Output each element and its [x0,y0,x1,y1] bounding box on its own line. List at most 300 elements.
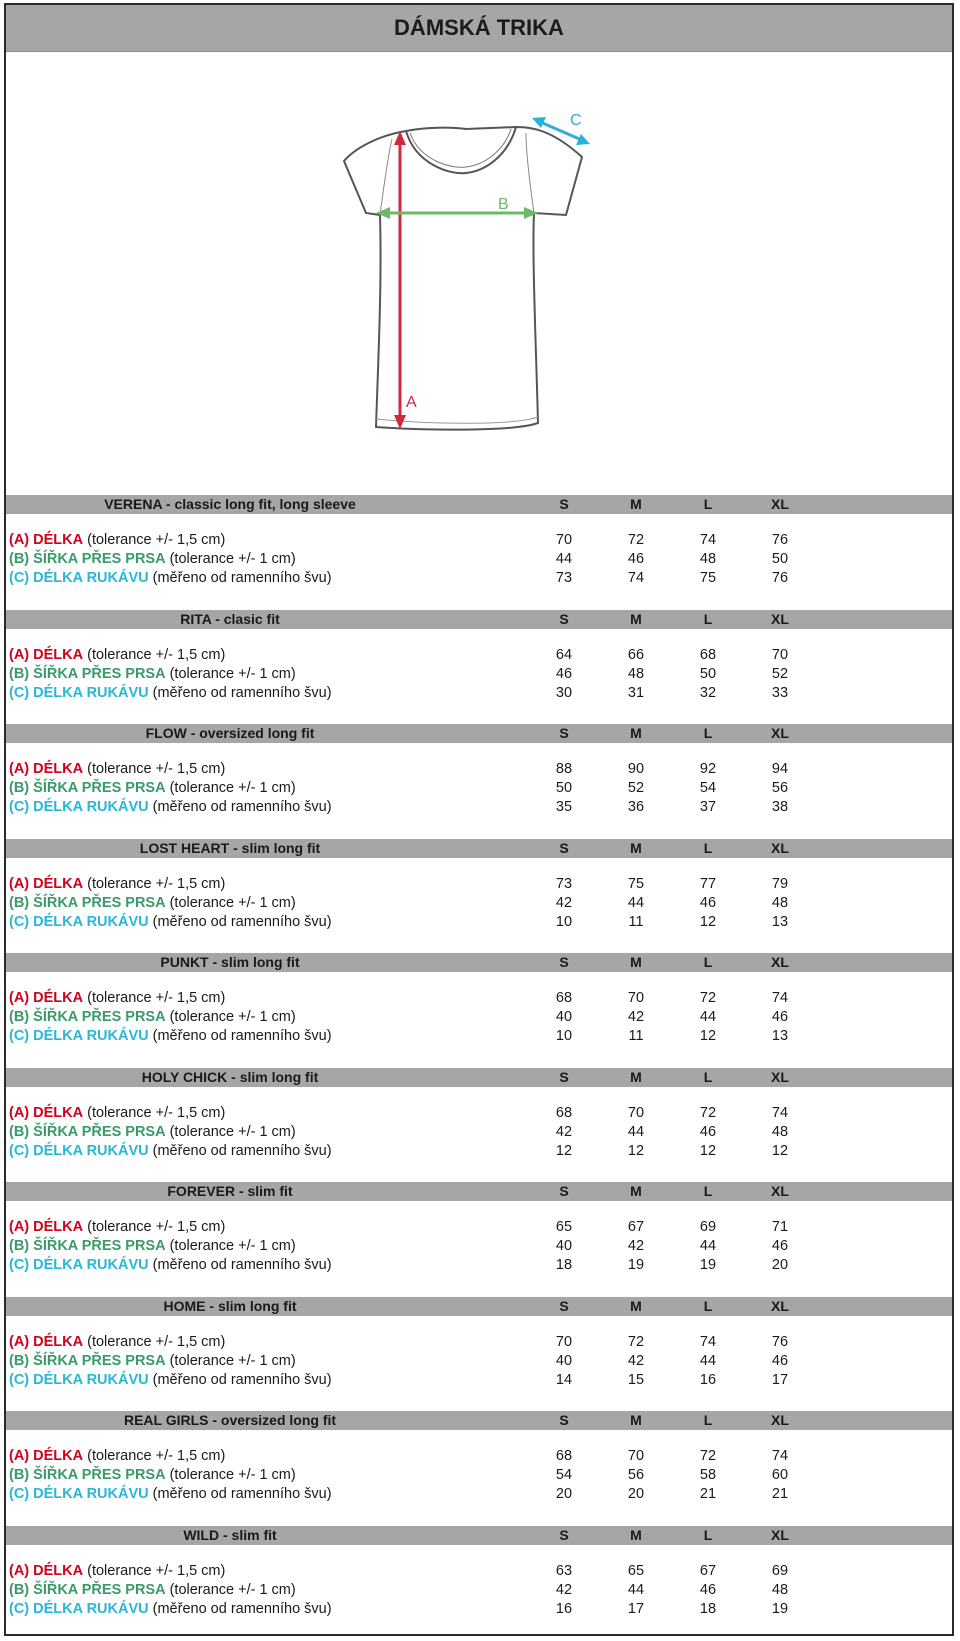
measure-value: 68 [555,1104,573,1121]
measure-value: 20 [771,1257,789,1273]
size-header-1: M [630,496,642,512]
measure-code: (A) DÉLKA [9,875,84,892]
measure-code: (A) DÉLKA [9,1104,84,1121]
measure-label [9,1352,296,1371]
size-header-0: S [559,954,569,970]
measure-value: 42 [555,1123,573,1140]
size-header-2: L [703,1526,713,1543]
model-name: FOREVER - slim fit [167,1183,293,1199]
size-header-1: M [630,1068,642,1085]
measure-label [9,684,332,703]
size-table-block [6,1526,952,1641]
measure-code: (B) ŠÍŘKA PŘES PRSA [9,780,166,796]
measure-value: 36 [627,799,645,815]
measure-row-b [6,779,952,798]
measure-value: 38 [771,799,789,815]
measure-label [9,1237,296,1256]
left-sleeve-seam [380,139,392,215]
measure-value: 60 [771,1467,789,1483]
measure-note: (tolerance +/- 1,5 cm) [83,532,226,548]
size-table-block [6,610,952,725]
measure-note: (tolerance +/- 1,5 cm) [83,1219,226,1235]
measure-a-label: A [406,394,417,411]
size-header-1: M [630,1412,642,1428]
measure-code: (C) DÉLKA RUKÁVU [9,913,149,930]
model-header [6,724,952,743]
measure-value: 12 [627,1142,645,1159]
model-header [6,1182,952,1201]
measure-value: 48 [699,551,717,567]
measure-code: (A) DÉLKA [9,1333,84,1350]
measure-code: (A) DÉLKA [9,1448,84,1464]
measure-code: (C) DÉLKA RUKÁVU [9,570,149,586]
measure-value: 72 [627,1333,645,1350]
measure-row-b [6,1352,952,1371]
measure-value: 69 [771,1562,789,1579]
measure-row-b [6,1466,952,1485]
size-header-3: XL [771,1412,789,1428]
measure-label [9,1104,225,1123]
measure-note: (tolerance +/- 1,5 cm) [83,1333,226,1350]
measure-value: 72 [627,532,645,548]
measure-value: 48 [771,894,789,911]
measure-code: (B) ŠÍŘKA PŘES PRSA [9,1581,166,1598]
measure-code: (A) DÉLKA [9,1219,84,1235]
measure-value: 42 [555,1581,573,1598]
measure-row-b [6,550,952,569]
measure-code: (A) DÉLKA [9,1562,84,1579]
measure-value: 10 [555,1028,573,1044]
measure-value: 44 [699,1238,717,1254]
measure-value: 65 [627,1562,645,1579]
measure-value: 76 [771,532,789,548]
size-header-1: M [630,1526,642,1543]
size-table-block [6,1182,952,1297]
measure-value: 48 [771,1581,789,1598]
size-table-block [6,839,952,954]
measure-row-b [6,1237,952,1256]
measure-value: 17 [771,1371,789,1388]
measure-value: 48 [771,1123,789,1140]
measure-value: 12 [699,1142,717,1159]
model-header [6,1411,952,1430]
size-header-0: S [559,496,569,512]
size-header-2: L [703,610,713,627]
measure-note: (měřeno od ramenního švu) [148,1486,332,1502]
measure-value: 33 [771,684,789,701]
measure-value: 52 [771,665,789,682]
measure-value: 68 [699,646,717,663]
measure-value: 13 [771,1028,789,1044]
measure-row-b [6,665,952,684]
measure-value: 70 [627,1448,645,1464]
measure-row-c [6,684,952,703]
measure-value: 52 [627,780,645,796]
measure-label [9,1218,225,1237]
measure-value: 90 [627,761,645,777]
measure-note: (tolerance +/- 1,5 cm) [83,761,226,777]
measure-value: 73 [555,570,573,586]
measure-code: (B) ŠÍŘKA PŘES PRSA [9,1123,166,1140]
measure-value: 58 [699,1467,717,1483]
measure-row-b [6,1123,952,1142]
measure-value: 76 [771,1333,789,1350]
measure-code: (C) DÉLKA RUKÁVU [9,684,149,701]
size-header-2: L [703,1068,713,1085]
measure-value: 31 [627,684,645,701]
measure-code: (A) DÉLKA [9,990,84,1006]
measure-row-a [6,989,952,1008]
size-header-0: S [559,839,569,856]
measure-value: 50 [699,665,717,682]
model-name: VERENA - classic long fit, long sleeve [104,496,356,512]
measure-value: 72 [699,990,717,1006]
model-header [6,1526,952,1545]
measure-value: 72 [699,1448,717,1464]
measure-note: (tolerance +/- 1 cm) [165,1238,296,1254]
size-header-2: L [703,954,713,970]
measure-value: 44 [699,1009,717,1025]
measure-row-c [6,913,952,932]
measure-value: 92 [699,761,717,777]
measure-note: (tolerance +/- 1 cm) [165,894,296,911]
measure-label [9,1256,332,1275]
size-header-1: M [630,954,642,970]
measure-value: 72 [699,1104,717,1121]
measure-row-a [6,1218,952,1237]
size-header-3: XL [771,496,789,512]
measure-code: (A) DÉLKA [9,761,84,777]
measure-note: (tolerance +/- 1 cm) [165,665,296,682]
measure-value: 21 [699,1486,717,1502]
model-name: REAL GIRLS - oversized long fit [123,1412,337,1428]
measure-value: 46 [699,894,717,911]
measure-label [9,550,296,569]
measure-value: 42 [555,894,573,911]
size-header-1: M [630,725,642,741]
measure-value: 70 [627,990,645,1006]
tshirt-diagram [326,105,626,465]
measure-label [9,1027,332,1046]
measure-row-c [6,1485,952,1504]
measure-value: 70 [555,532,573,548]
size-header-3: XL [771,725,789,741]
model-name: HOLY CHICK - slim long fit [141,1068,319,1085]
measure-row-c [6,1256,952,1275]
measure-value: 94 [771,761,789,777]
measure-value: 46 [771,1238,789,1254]
size-header-3: XL [771,1068,789,1085]
measure-value: 70 [627,1104,645,1121]
model-name: PUNKT - slim long fit [160,954,300,970]
measure-row-a [6,531,952,550]
measure-value: 74 [771,1448,789,1464]
size-table-block [6,495,952,610]
measure-row-c [6,798,952,817]
size-header-1: M [630,839,642,856]
measure-value: 40 [555,1352,573,1369]
measure-value: 16 [699,1371,717,1388]
measure-row-b [6,1008,952,1027]
measure-value: 54 [699,780,717,796]
size-header-3: XL [771,1526,789,1543]
measure-value: 44 [627,1581,645,1598]
measure-row-a [6,1562,952,1581]
measure-value: 12 [555,1142,573,1159]
measure-value: 68 [555,990,573,1006]
measure-label [9,1562,225,1581]
size-header-0: S [559,1526,569,1543]
size-header-1: M [630,1183,642,1199]
model-header [6,1068,952,1087]
measure-value: 74 [627,570,645,586]
measure-label [9,665,296,684]
measure-value: 42 [627,1009,645,1025]
measure-note: (měřeno od ramenního švu) [148,1028,332,1044]
measure-code: (C) DÉLKA RUKÁVU [9,799,149,815]
model-header [6,610,952,629]
measure-note: (měřeno od ramenního švu) [148,684,332,701]
measure-value: 11 [628,913,644,930]
size-table-block [6,953,952,1068]
measure-value: 46 [627,551,645,567]
measure-label [9,1466,296,1485]
measure-code: (B) ŠÍŘKA PŘES PRSA [9,894,166,911]
measure-label [9,1008,296,1027]
measure-note: (měřeno od ramenního švu) [148,1142,332,1159]
size-header-3: XL [771,839,789,856]
measure-row-c [6,569,952,588]
measure-row-c [6,1142,952,1161]
measure-value: 66 [627,646,645,663]
measure-value: 46 [555,665,573,682]
measure-label [9,1142,332,1161]
measure-value: 50 [555,780,573,796]
measure-code: (C) DÉLKA RUKÁVU [9,1028,149,1044]
measure-note: (měřeno od ramenního švu) [148,1371,332,1388]
size-header-2: L [703,839,713,856]
measure-value: 67 [699,1562,717,1579]
measure-c-label: C [570,112,582,129]
size-table-block [6,1297,952,1412]
measure-value: 12 [771,1142,789,1159]
measure-value: 46 [771,1009,789,1025]
measure-value: 46 [771,1352,789,1369]
measure-label [9,1581,296,1600]
size-table-block [6,1411,952,1526]
measure-value: 12 [699,913,717,930]
measure-value: 12 [699,1028,717,1044]
measure-code: (C) DÉLKA RUKÁVU [9,1600,149,1617]
measure-value: 46 [699,1581,717,1598]
measure-value: 14 [555,1371,573,1388]
measure-note: (měřeno od ramenního švu) [148,570,332,586]
tshirt-neckline [406,127,516,173]
measure-value: 20 [555,1486,573,1502]
measure-value: 37 [699,799,717,815]
measure-value: 74 [699,532,717,548]
size-header-3: XL [771,610,789,627]
model-name: HOME - slim long fit [163,1297,297,1314]
measure-value: 30 [555,684,573,701]
measure-value: 71 [771,1219,789,1235]
size-header-0: S [559,725,569,741]
measure-code: (A) DÉLKA [9,532,84,548]
measure-note: (tolerance +/- 1 cm) [165,1123,296,1140]
size-header-2: L [703,725,713,741]
measure-note: (tolerance +/- 1 cm) [165,551,296,567]
measure-code: (B) ŠÍŘKA PŘES PRSA [9,1009,166,1025]
measure-row-c [6,1600,952,1619]
measure-note: (tolerance +/- 1,5 cm) [83,1104,226,1121]
measure-value: 17 [627,1600,645,1617]
measure-code: (C) DÉLKA RUKÁVU [9,1257,149,1273]
measure-value: 77 [699,875,717,892]
measure-label [9,760,225,779]
measure-value: 10 [555,913,573,930]
measure-code: (C) DÉLKA RUKÁVU [9,1486,149,1502]
measure-b-label: B [498,196,509,213]
size-header-3: XL [771,1183,789,1199]
measure-value: 42 [627,1352,645,1369]
size-table-block [6,1068,952,1183]
measure-value: 44 [699,1352,717,1369]
measure-label [9,569,332,588]
measure-row-c [6,1371,952,1390]
measure-value: 40 [555,1238,573,1254]
measure-value: 74 [771,990,789,1006]
measure-value: 56 [627,1467,645,1483]
measure-note: (tolerance +/- 1,5 cm) [83,1448,226,1464]
measure-value: 20 [627,1486,645,1502]
measure-row-a [6,1447,952,1466]
size-chart-sheet [4,3,954,1636]
measure-value: 88 [555,761,573,777]
measure-value: 21 [771,1486,789,1502]
measure-value: 70 [771,646,789,663]
size-header-2: L [703,1183,713,1199]
measure-a-arrow [394,131,406,429]
measure-note: (tolerance +/- 1 cm) [165,1467,296,1483]
measure-value: 32 [699,684,717,701]
size-header-0: S [559,1068,569,1085]
size-tables [6,495,952,1640]
measure-value: 79 [771,875,789,892]
measure-value: 48 [627,665,645,682]
measure-value: 64 [555,646,573,663]
model-name: LOST HEART - slim long fit [139,839,321,856]
measure-note: (měřeno od ramenního švu) [148,1257,332,1273]
measure-value: 18 [555,1257,573,1273]
measure-value: 74 [771,1104,789,1121]
model-name: RITA - clasic fit [180,610,280,627]
size-header-2: L [703,1412,713,1428]
model-header [6,953,952,972]
measure-value: 50 [771,551,789,567]
size-header-0: S [559,610,569,627]
measure-code: (A) DÉLKA [9,646,84,663]
measure-value: 70 [555,1333,573,1350]
measure-note: (měřeno od ramenního švu) [148,913,332,930]
measure-value: 76 [771,570,789,586]
measure-row-a [6,646,952,665]
model-header [6,839,952,858]
measure-value: 65 [555,1219,573,1235]
measure-value: 63 [555,1562,573,1579]
model-name: WILD - slim fit [183,1526,277,1543]
measure-note: (tolerance +/- 1 cm) [165,1009,296,1025]
measure-value: 40 [555,1009,573,1025]
size-table-block [6,724,952,839]
measure-code: (B) ŠÍŘKA PŘES PRSA [9,551,166,567]
measure-code: (B) ŠÍŘKA PŘES PRSA [9,1352,166,1369]
measure-row-c [6,1027,952,1046]
measure-label [9,1447,225,1466]
measure-value: 68 [555,1448,573,1464]
measure-label [9,798,332,817]
measure-note: (měřeno od ramenního švu) [148,799,332,815]
measure-note: (tolerance +/- 1,5 cm) [83,875,226,892]
measure-note: (tolerance +/- 1,5 cm) [83,646,226,663]
page-title: DÁMSKÁ TRIKA [6,5,952,52]
measure-value: 44 [555,551,573,567]
measure-value: 18 [699,1600,717,1617]
measure-label [9,646,225,665]
tshirt-neckband [410,129,511,167]
measure-note: (měřeno od ramenního švu) [148,1600,332,1617]
measure-row-a [6,1104,952,1123]
measure-label [9,531,225,550]
size-header-1: M [630,610,642,627]
measure-value: 16 [555,1600,573,1617]
measure-note: (tolerance +/- 1,5 cm) [83,1562,226,1579]
model-header [6,1297,952,1316]
size-header-2: L [703,1297,713,1314]
measure-label [9,913,332,932]
measure-label [9,1371,332,1390]
measure-value: 15 [627,1371,645,1388]
measure-value: 19 [771,1600,789,1617]
measure-value: 74 [699,1333,717,1350]
size-header-0: S [559,1297,569,1314]
measure-note: (tolerance +/- 1 cm) [165,1352,296,1369]
model-header [6,495,952,514]
measure-label [9,989,225,1008]
measure-value: 75 [627,875,645,892]
measure-label [9,894,296,913]
measure-value: 44 [627,894,645,911]
measure-row-b [6,1581,952,1600]
measure-value: 13 [771,913,789,930]
measure-row-a [6,1333,952,1352]
measure-row-a [6,875,952,894]
measure-row-a [6,760,952,779]
measure-label [9,875,225,894]
measure-code: (C) DÉLKA RUKÁVU [9,1142,149,1159]
tshirt-drawing [326,105,626,465]
measure-value: 19 [699,1257,717,1273]
measure-code: (B) ŠÍŘKA PŘES PRSA [9,1467,166,1483]
size-header-2: L [703,496,713,512]
measure-value: 75 [699,570,717,586]
measure-note: (tolerance +/- 1 cm) [165,1581,296,1598]
measure-label [9,1485,332,1504]
measure-value: 67 [627,1219,645,1235]
size-header-3: XL [771,954,789,970]
measure-value: 11 [628,1028,644,1044]
measure-label [9,1333,225,1352]
measure-value: 19 [627,1257,645,1273]
